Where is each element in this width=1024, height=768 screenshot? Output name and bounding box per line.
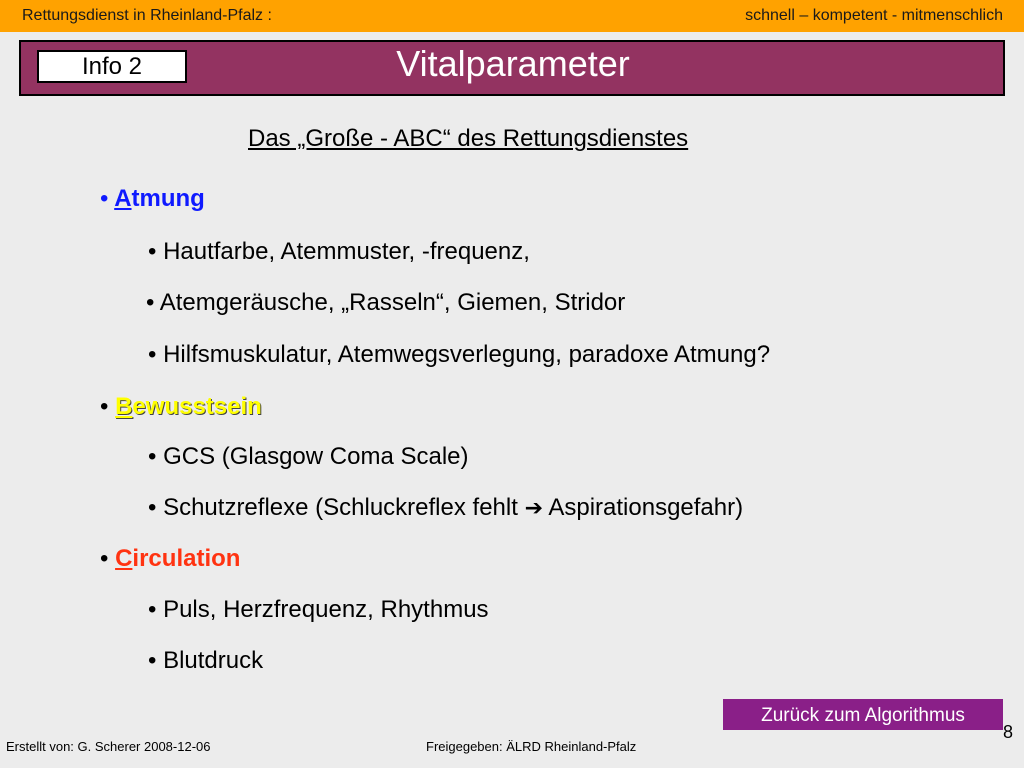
header-left-text: Rettungsdienst in Rheinland-Pfalz :	[22, 7, 272, 24]
header-bar	[0, 0, 1024, 32]
title-bar	[19, 40, 1005, 96]
list-item-schutzreflexe	[148, 494, 743, 522]
list-item: • Hilfsmuskulatur, Atemwegsverlegung, paradoxe Atmung?	[148, 341, 771, 368]
list-item: • Atemgeräusche, „Rasseln“, Giemen, Stridor	[146, 289, 626, 316]
section-heading-atmung	[100, 185, 205, 213]
list-item: • Puls, Herzfrequenz, Rhythmus	[148, 596, 489, 623]
list-item: • Hautfarbe, Atemmuster, -frequenz,	[148, 238, 530, 265]
list-item: • Blutdruck	[148, 647, 264, 674]
section-heading-circulation	[100, 545, 240, 573]
footer-approved: Freigegeben: ÄLRD Rheinland-Pfalz	[426, 739, 637, 754]
section-letter: B	[115, 393, 133, 420]
slide-subtitle: Das „Große - ABC“ des Rettungsdienstes	[248, 125, 689, 152]
slide-title: Vitalparameter	[396, 43, 630, 84]
bullet: •	[100, 393, 109, 420]
info-label: Info 2	[37, 50, 187, 83]
list-item-text: Aspirationsgefahr)	[543, 494, 744, 521]
list-item-text: • Schutzreflexe (Schluckreflex fehlt	[148, 494, 525, 521]
section-heading-rest: ewusstsein	[132, 393, 262, 420]
section-letter: C	[115, 545, 133, 572]
header-right-text: schnell – kompetent - mitmenschlich	[745, 7, 1003, 24]
arrow-right-icon: ➔	[524, 496, 543, 521]
section-heading-rest: tmung	[131, 185, 205, 212]
back-to-algorithm-button[interactable]: Zurück zum Algorithmus	[723, 699, 1003, 730]
bullet: •	[100, 545, 109, 572]
bullet: •	[100, 185, 109, 212]
section-heading-bewusstsein	[100, 393, 262, 421]
list-item: • GCS (Glasgow Coma Scale)	[148, 443, 469, 470]
section-heading-rest: irculation	[132, 545, 241, 572]
page-number: 8	[1003, 722, 1014, 742]
footer-created: Erstellt von: G. Scherer 2008-12-06	[6, 739, 211, 754]
section-letter: A	[114, 185, 132, 212]
